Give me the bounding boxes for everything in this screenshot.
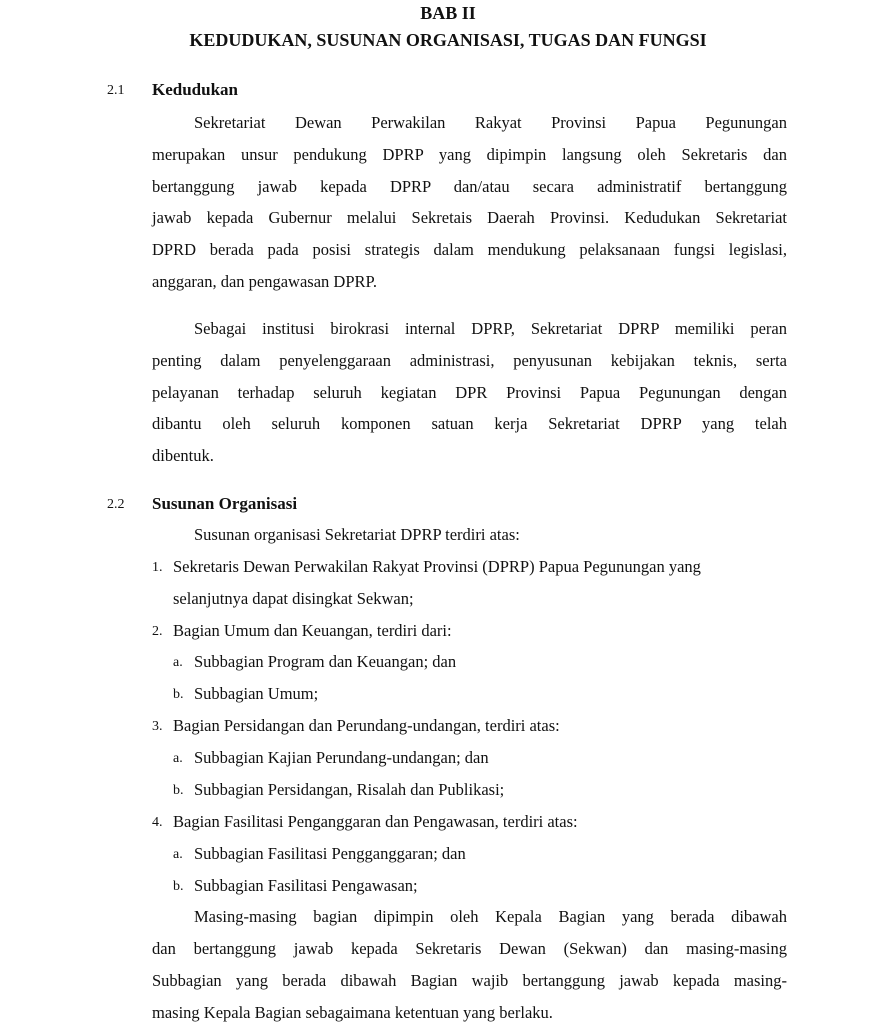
list-item-text: Bagian Umum dan Keuangan, terdiri dari:	[173, 621, 452, 640]
paragraph-line: pelayanan terhadap seluruh kegiatan DPR Provinsi Papua Pegunungan dengan	[152, 383, 787, 402]
paragraph-line: anggaran, dan pengawasan DPRP.	[152, 272, 377, 291]
paragraph-line: Masing-masing bagian dipimpin oleh Kepala Bagian yang berada dibawah	[194, 907, 787, 926]
section-intro: Susunan organisasi Sekretariat DPRP terdiri atas:	[194, 525, 520, 544]
sublist-marker: b.	[173, 783, 184, 798]
paragraph-line: Sebagai institusi birokrasi internal DPRP, Sekretariat DPRP memiliki peran	[194, 319, 787, 338]
list-marker: 2.	[152, 624, 163, 639]
sublist-item-text: Subbagian Persidangan, Risalah dan Publikasi;	[194, 780, 505, 799]
paragraph-line: merupakan unsur pendukung DPRP yang dipimpin langsung oleh Sekretaris dan	[152, 145, 787, 164]
paragraph-line: dibentuk.	[152, 446, 214, 465]
paragraph-line: dibantu oleh seluruh komponen satuan kerja Sekretariat DPRP yang telah	[152, 414, 787, 433]
sublist-item-text: Subbagian Program dan Keuangan; dan	[194, 652, 457, 671]
sublist-marker: b.	[173, 687, 184, 702]
sublist-item-text: Subbagian Kajian Perundang-undangan; dan	[194, 748, 489, 767]
paragraph-line: Sekretariat Dewan Perwakilan Rakyat Provinsi Papua Pegunungan	[194, 113, 787, 132]
paragraph-line: penting dalam penyelenggaraan administrasi, penyusunan kebijakan teknis, serta	[152, 351, 787, 370]
paragraph-line: DPRD berada pada posisi strategis dalam mendukung pelaksanaan fungsi legislasi,	[152, 240, 787, 259]
sublist-marker: a.	[173, 847, 183, 862]
section-title: Kedudukan	[152, 80, 238, 99]
sublist-marker: b.	[173, 879, 184, 894]
list-marker: 1.	[152, 560, 163, 575]
paragraph-line: Subbagian yang berada dibawah Bagian wajib bertanggung jawab kepada masing-	[152, 971, 787, 990]
paragraph-line: bertanggung jawab kepada DPRP dan/atau secara administratif bertanggung	[152, 177, 787, 196]
sublist-item-text: Subbagian Umum;	[194, 684, 319, 703]
sublist-item-text: Subbagian Fasilitasi Pengganggaran; dan	[194, 844, 466, 863]
section-number: 2.1	[107, 83, 125, 98]
chapter-title: KEDUDUKAN, SUSUNAN ORGANISASI, TUGAS DAN FUNGSI	[189, 30, 707, 50]
sublist-item-text: Subbagian Fasilitasi Pengawasan;	[194, 876, 418, 895]
paragraph-line: masing Kepala Bagian sebagaimana ketentuan yang berlaku.	[152, 1003, 553, 1022]
sublist-marker: a.	[173, 751, 183, 766]
paragraph-line: dan bertanggung jawab kepada Sekretaris Dewan (Sekwan) dan masing-masing	[152, 939, 787, 958]
sublist-marker: a.	[173, 655, 183, 670]
paragraph-line: jawab kepada Gubernur melalui Sekretais Daerah Provinsi. Kedudukan Sekretariat	[152, 208, 787, 227]
list-item-text: selanjutnya dapat disingkat Sekwan;	[173, 589, 414, 608]
section-title: Susunan Organisasi	[152, 494, 298, 513]
list-marker: 3.	[152, 719, 163, 734]
list-item-text: Bagian Fasilitasi Penganggaran dan Pengawasan, terdiri atas:	[173, 812, 578, 831]
list-item-text: Bagian Persidangan dan Perundang-undangan, terdiri atas:	[173, 716, 560, 735]
list-item-text: Sekretaris Dewan Perwakilan Rakyat Provinsi (DPRP) Papua Pegunungan yang	[173, 557, 701, 576]
section-number: 2.2	[107, 497, 125, 512]
chapter-number: BAB II	[420, 3, 476, 23]
list-marker: 4.	[152, 815, 163, 830]
